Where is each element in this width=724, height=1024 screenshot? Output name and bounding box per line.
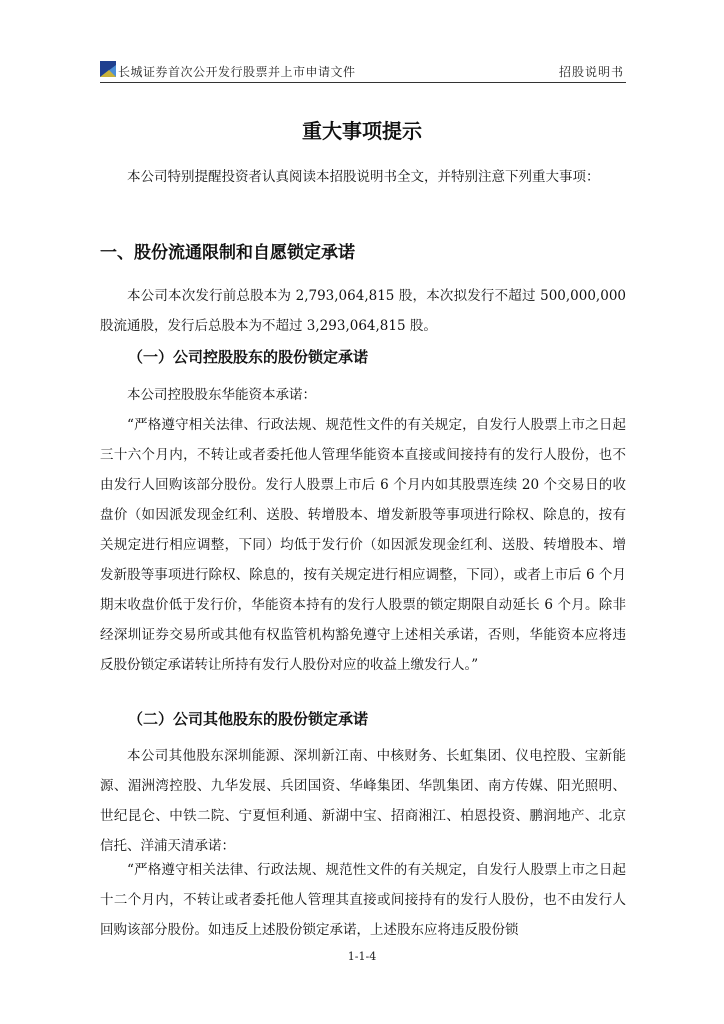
intro-paragraph: 本公司特别提醒投资者认真阅读本招股说明书全文，并特别注意下列重大事项： [127, 169, 600, 185]
subsection-heading-controlling-shareholder: （一）公司控股股东的股份锁定承诺 [128, 348, 369, 366]
company-logo-icon [100, 61, 116, 77]
share-capital-paragraph: 本公司本次发行前总股本为 2,793,064,815 股，本次拟发行不超过 500,000,000 股流通股，发行后总股本为不超过 3,293,064,815 股。 [100, 288, 626, 334]
page-number: 1-1-4 [347, 950, 377, 963]
subsection-heading-other-shareholders: （二）公司其他股东的股份锁定承诺 [128, 710, 369, 728]
controlling-shareholder-commitment: “严格遵守相关法律、行政法规、规范性文件的有关规定，自发行人股票上市之日起三十六个月内，不转让或者委托他人管理华能资本直接或间接持有的发行人股份，也不由发行人回购该部分股份。发行人股票上市后 6 个月内如其股票连续 20 个交易日的收盘价（如因派发现金红利、送股、转增股本、增发新股等事项进行除权、除息的，按有关规定进行相应调整，下同）均低于发行价（如因派发现金红利、送股、转增股本、增发新股等事项进行除权、除息的，按有关规定进行相应调整，下同），或者上市后 6 个月期末收盘价低于发行价，华能资本持有的发行人股票的锁定期限自动延长 6 个月。除非经深圳证券交易所或其他有权监管机构豁免遵守上述相关承诺，否则，华能资本应将违反股份锁定承诺转让所持有发行人股份对应的收益上缴发行人。” [100, 417, 626, 673]
header-section-title: 招股说明书 [558, 65, 624, 79]
other-shareholders-lead: 本公司其他股东深圳能源、深圳新江南、中核财务、长虹集团、仪电控股、宝新能源、湄洲湾控股、九华发展、兵团国资、华峰集团、华凯集团、南方传媒、阳光照明、世纪昆仑、中铁二院、宁夏恒利通、新湖中宝、招商湘江、柏恩投资、鹏润地产、北京信托、洋浦天清承诺： [100, 748, 626, 854]
other-shareholders-commitment: “严格遵守相关法律、行政法规、规范性文件的有关规定，自发行人股票上市之日起十二个月内，不转让或者委托他人管理其直接或间接持有的发行人股份，也不由发行人回购该部分股份。如违反上述股份锁定承诺，上述股东应将违反股份锁 [100, 862, 626, 938]
page-header [100, 58, 626, 83]
controlling-shareholder-lead: 本公司控股股东华能资本承诺： [127, 387, 316, 403]
section-heading-1: 一、股份流通限制和自愿锁定承诺 [100, 243, 355, 263]
page-title: 重大事项提示 [302, 119, 422, 143]
header-document-title: 长城证券首次公开发行股票并上市申请文件 [118, 65, 356, 79]
